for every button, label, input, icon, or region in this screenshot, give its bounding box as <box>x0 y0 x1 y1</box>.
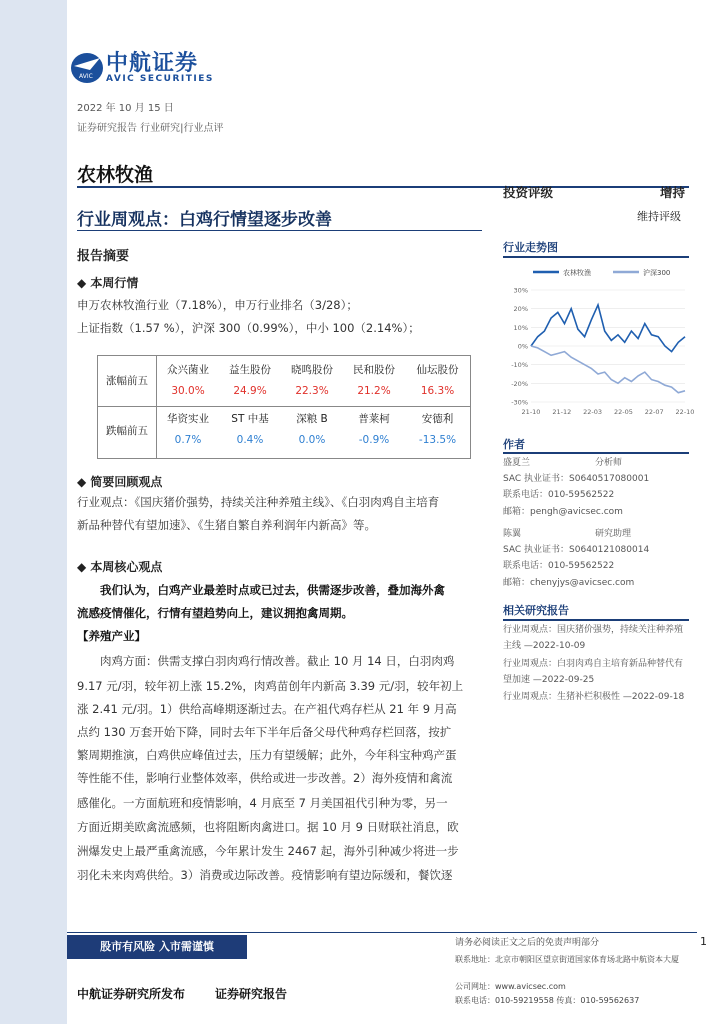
series-line-csi300 <box>531 346 685 393</box>
related-divider <box>503 619 689 621</box>
disclaimer-line: 请务必阅读正文之后的免责声明部分 <box>455 938 600 948</box>
loser-value: 0.4% <box>236 434 264 446</box>
report-type: 证券研究报告 <box>215 987 288 1001</box>
core-paragraph-line: 繁周期推演，白鸡供应峰值过去，压力有望缓解；此外，今年科宝种鸡产蛋 <box>77 748 457 762</box>
gainer-value: 16.3% <box>420 385 455 397</box>
author1-email[interactable]: 邮箱：pengh@avicsec.com <box>503 507 623 517</box>
rating-sub: 维持评级 <box>637 210 681 223</box>
review-line-1: 行业观点：《国庆猪价强势，持续关注种养殖主线》、《白羽肉鸡自主培育 <box>77 495 440 509</box>
y-tick-label: 10% <box>513 323 528 332</box>
industry-trend-chart <box>503 262 695 422</box>
author1-tel: 联系电话：010-59562522 <box>503 490 615 500</box>
author2-sac: SAC 执业证书：S0640121080014 <box>503 545 650 555</box>
gainer-value: 30.0% <box>171 385 205 397</box>
brand-name-cn: 中航证券 <box>106 51 199 76</box>
y-tick-label: 0% <box>517 342 528 351</box>
x-tick-label: 22-10 <box>675 408 695 416</box>
author1-sac: SAC 执业证书：S0640517080001 <box>503 474 650 484</box>
gain-label: 涨幅前五 <box>106 375 148 387</box>
loser-name: ST 中基 <box>231 413 269 425</box>
related-report-1-date: 主线 —2022-10-09 <box>503 641 586 651</box>
page-number: 1 <box>700 935 707 948</box>
publisher: 中航证券研究所发布 <box>77 987 186 1001</box>
core-heading: ◆ 本周核心观点 <box>77 560 163 574</box>
review-line-2: 新品种替代有望加速》、《生猪自繁自养利润年内新高》等。 <box>77 518 376 532</box>
author2-name: 陈翼 <box>503 529 522 539</box>
y-tick-label: -30% <box>511 398 528 407</box>
core-tag: 【养殖产业】 <box>77 629 146 643</box>
author2-email[interactable]: 邮箱：chenyjys@avicsec.com <box>503 578 635 588</box>
gainer-name: 益生股份 <box>229 364 271 376</box>
related-heading: 相关研究报告 <box>503 604 569 617</box>
gainer-value: 22.3% <box>295 385 329 397</box>
gainer-name: 民和股份 <box>353 364 395 376</box>
trend-heading: 行业走势图 <box>503 241 558 254</box>
weekly-line-2: 上证指数（1.57 %），沪深 300（0.99%），中小 100（2.14%）； <box>77 321 420 335</box>
report-title: 行业周观点：白鸡行情望逐步改善 <box>77 210 332 230</box>
author1-title: 分析师 <box>595 458 623 468</box>
loser-value: -0.9% <box>358 434 390 446</box>
loser-value: 0.7% <box>174 434 202 446</box>
review-heading: ◆ 简要回顾观点 <box>77 475 163 489</box>
author1-name: 盛夏兰 <box>503 458 531 468</box>
loser-value: 0.0% <box>298 434 326 446</box>
gainer-name: 晓鸣股份 <box>291 364 333 376</box>
weekly-line-1: 申万农林牧渔行业（7.18%），申万行业排名（3/28）； <box>77 298 358 312</box>
brand-name-en: AVIC SECURITIES <box>106 74 214 84</box>
rating-label: 投资评级 <box>503 185 554 200</box>
y-tick-label: -20% <box>511 379 528 388</box>
core-paragraph-line: 涨 2.41 元/羽。1）供给高峰期逐渐过去。在产祖代鸡存栏从 21 年 9 月高 <box>77 702 457 716</box>
loss-label: 跌幅前五 <box>106 425 148 437</box>
related-report-1[interactable]: 行业周观点：国庆猪价强势，持续关注种养殖 <box>503 625 684 635</box>
core-paragraph-line: 感催化。一方面航班和疫情影响，4 月底至 7 月美国祖代引种为零，另一 <box>77 796 448 810</box>
core-paragraph-line: 洲爆发史上最严重禽流感，今年累计发生 2467 起，海外引种减少将进一步 <box>77 844 459 858</box>
top-movers-table <box>97 355 471 459</box>
loser-name: 华资实业 <box>167 413 209 425</box>
x-tick-label: 22-07 <box>644 408 664 416</box>
gainer-name: 仙坛股份 <box>416 364 459 376</box>
weekly-heading: ◆ 本周行情 <box>77 276 139 290</box>
core-lead-2: 流感疫情催化，行情有望趋势向上，建议拥抱禽周期。 <box>77 606 353 620</box>
related-report-2-date: 望加速 —2022-09-25 <box>503 675 595 685</box>
industry-name: 农林牧渔 <box>77 164 154 186</box>
loser-value: -13.5% <box>418 434 457 446</box>
series-line-agriculture <box>531 305 685 352</box>
loser-name: 安德利 <box>421 413 454 425</box>
loser-name: 深粮 B <box>296 413 328 425</box>
authors-divider <box>503 452 689 454</box>
x-tick-label: 22-03 <box>583 408 603 416</box>
gainer-value: 24.9% <box>233 385 267 397</box>
x-tick-label: 22-05 <box>613 408 633 416</box>
related-report-3[interactable]: 行业周观点：生猪补栏积极性 —2022-09-18 <box>503 692 685 702</box>
related-report-2[interactable]: 行业周观点：白羽肉鸡自主培育新品种替代有 <box>503 659 684 669</box>
left-decorative-strip <box>0 0 67 1024</box>
gainer-value: 21.2% <box>357 385 391 397</box>
svg-text:AVIC: AVIC <box>79 73 93 80</box>
core-paragraph-line: 点约 130 万套开始下降，同时去年下半年后备父母代种鸡存栏回落，按扩 <box>77 725 452 739</box>
legend-label: 农林牧渔 <box>563 269 591 277</box>
diamond-bullet-icon: ◆ <box>77 475 91 489</box>
diamond-bullet-icon: ◆ <box>77 276 91 290</box>
avic-logo-icon <box>70 46 104 86</box>
diamond-bullet-icon: ◆ <box>77 560 91 574</box>
y-tick-label: -10% <box>511 361 528 370</box>
header-divider <box>77 186 689 188</box>
report-date: 2022 年 10 月 15 日 <box>77 103 174 114</box>
trend-divider <box>503 256 689 258</box>
x-tick-label: 21-12 <box>552 408 572 416</box>
core-lead-1: 我们认为，白鸡产业最差时点或已过去，供需逐步改善，叠加海外禽 <box>100 583 445 597</box>
title-divider <box>77 230 482 231</box>
disclaimer-address: 联系地址：北京市朝阳区望京街道国家体育场北路中航资本大厦 <box>455 955 679 964</box>
core-paragraph-line: 羽化未来肉鸡供给。3）消费或边际改善。疫情影响有望边际缓和，餐饮逐 <box>77 868 453 882</box>
legend-label: 沪深300 <box>643 269 671 277</box>
disclaimer-phone: 联系电话：010-59219558 传真：010-59562637 <box>455 996 640 1005</box>
y-tick-label: 20% <box>513 305 528 314</box>
summary-heading: 报告摘要 <box>77 249 130 264</box>
rating-value: 增持 <box>660 185 686 200</box>
report-category: 证券研究报告 行业研究|行业点评 <box>77 123 224 134</box>
core-paragraph-line: 肉鸡方面：供需支撑白羽肉鸡行情改善。截止 10 月 14 日，白羽肉鸡 <box>100 654 455 668</box>
author2-tel: 联系电话：010-59562522 <box>503 561 615 571</box>
footer-divider <box>67 932 697 933</box>
y-tick-label: 30% <box>513 286 528 295</box>
x-tick-label: 21-10 <box>521 408 541 416</box>
core-paragraph-line: 等性能不佳，影响行业整体效率，供给或进一步改善。2）海外疫情和禽流 <box>77 771 453 785</box>
author2-title: 研究助理 <box>595 529 632 539</box>
core-paragraph-line: 9.17 元/羽，较年初上涨 15.2%，肉鸡苗创年内新高 3.39 元/羽，较年初上 <box>77 679 464 693</box>
gainer-name: 众兴菌业 <box>167 364 209 376</box>
authors-heading: 作者 <box>503 438 525 451</box>
loser-name: 普莱柯 <box>358 413 390 425</box>
core-paragraph-line: 方面近期美欧禽流感频，也将阻断肉禽进口。据 10 月 9 日财联社消息，欧 <box>77 820 459 834</box>
risk-warning-box: 股市有风险 入市需谨慎 <box>67 935 247 959</box>
disclaimer-website: 公司网址：www.avicsec.com <box>455 982 566 991</box>
